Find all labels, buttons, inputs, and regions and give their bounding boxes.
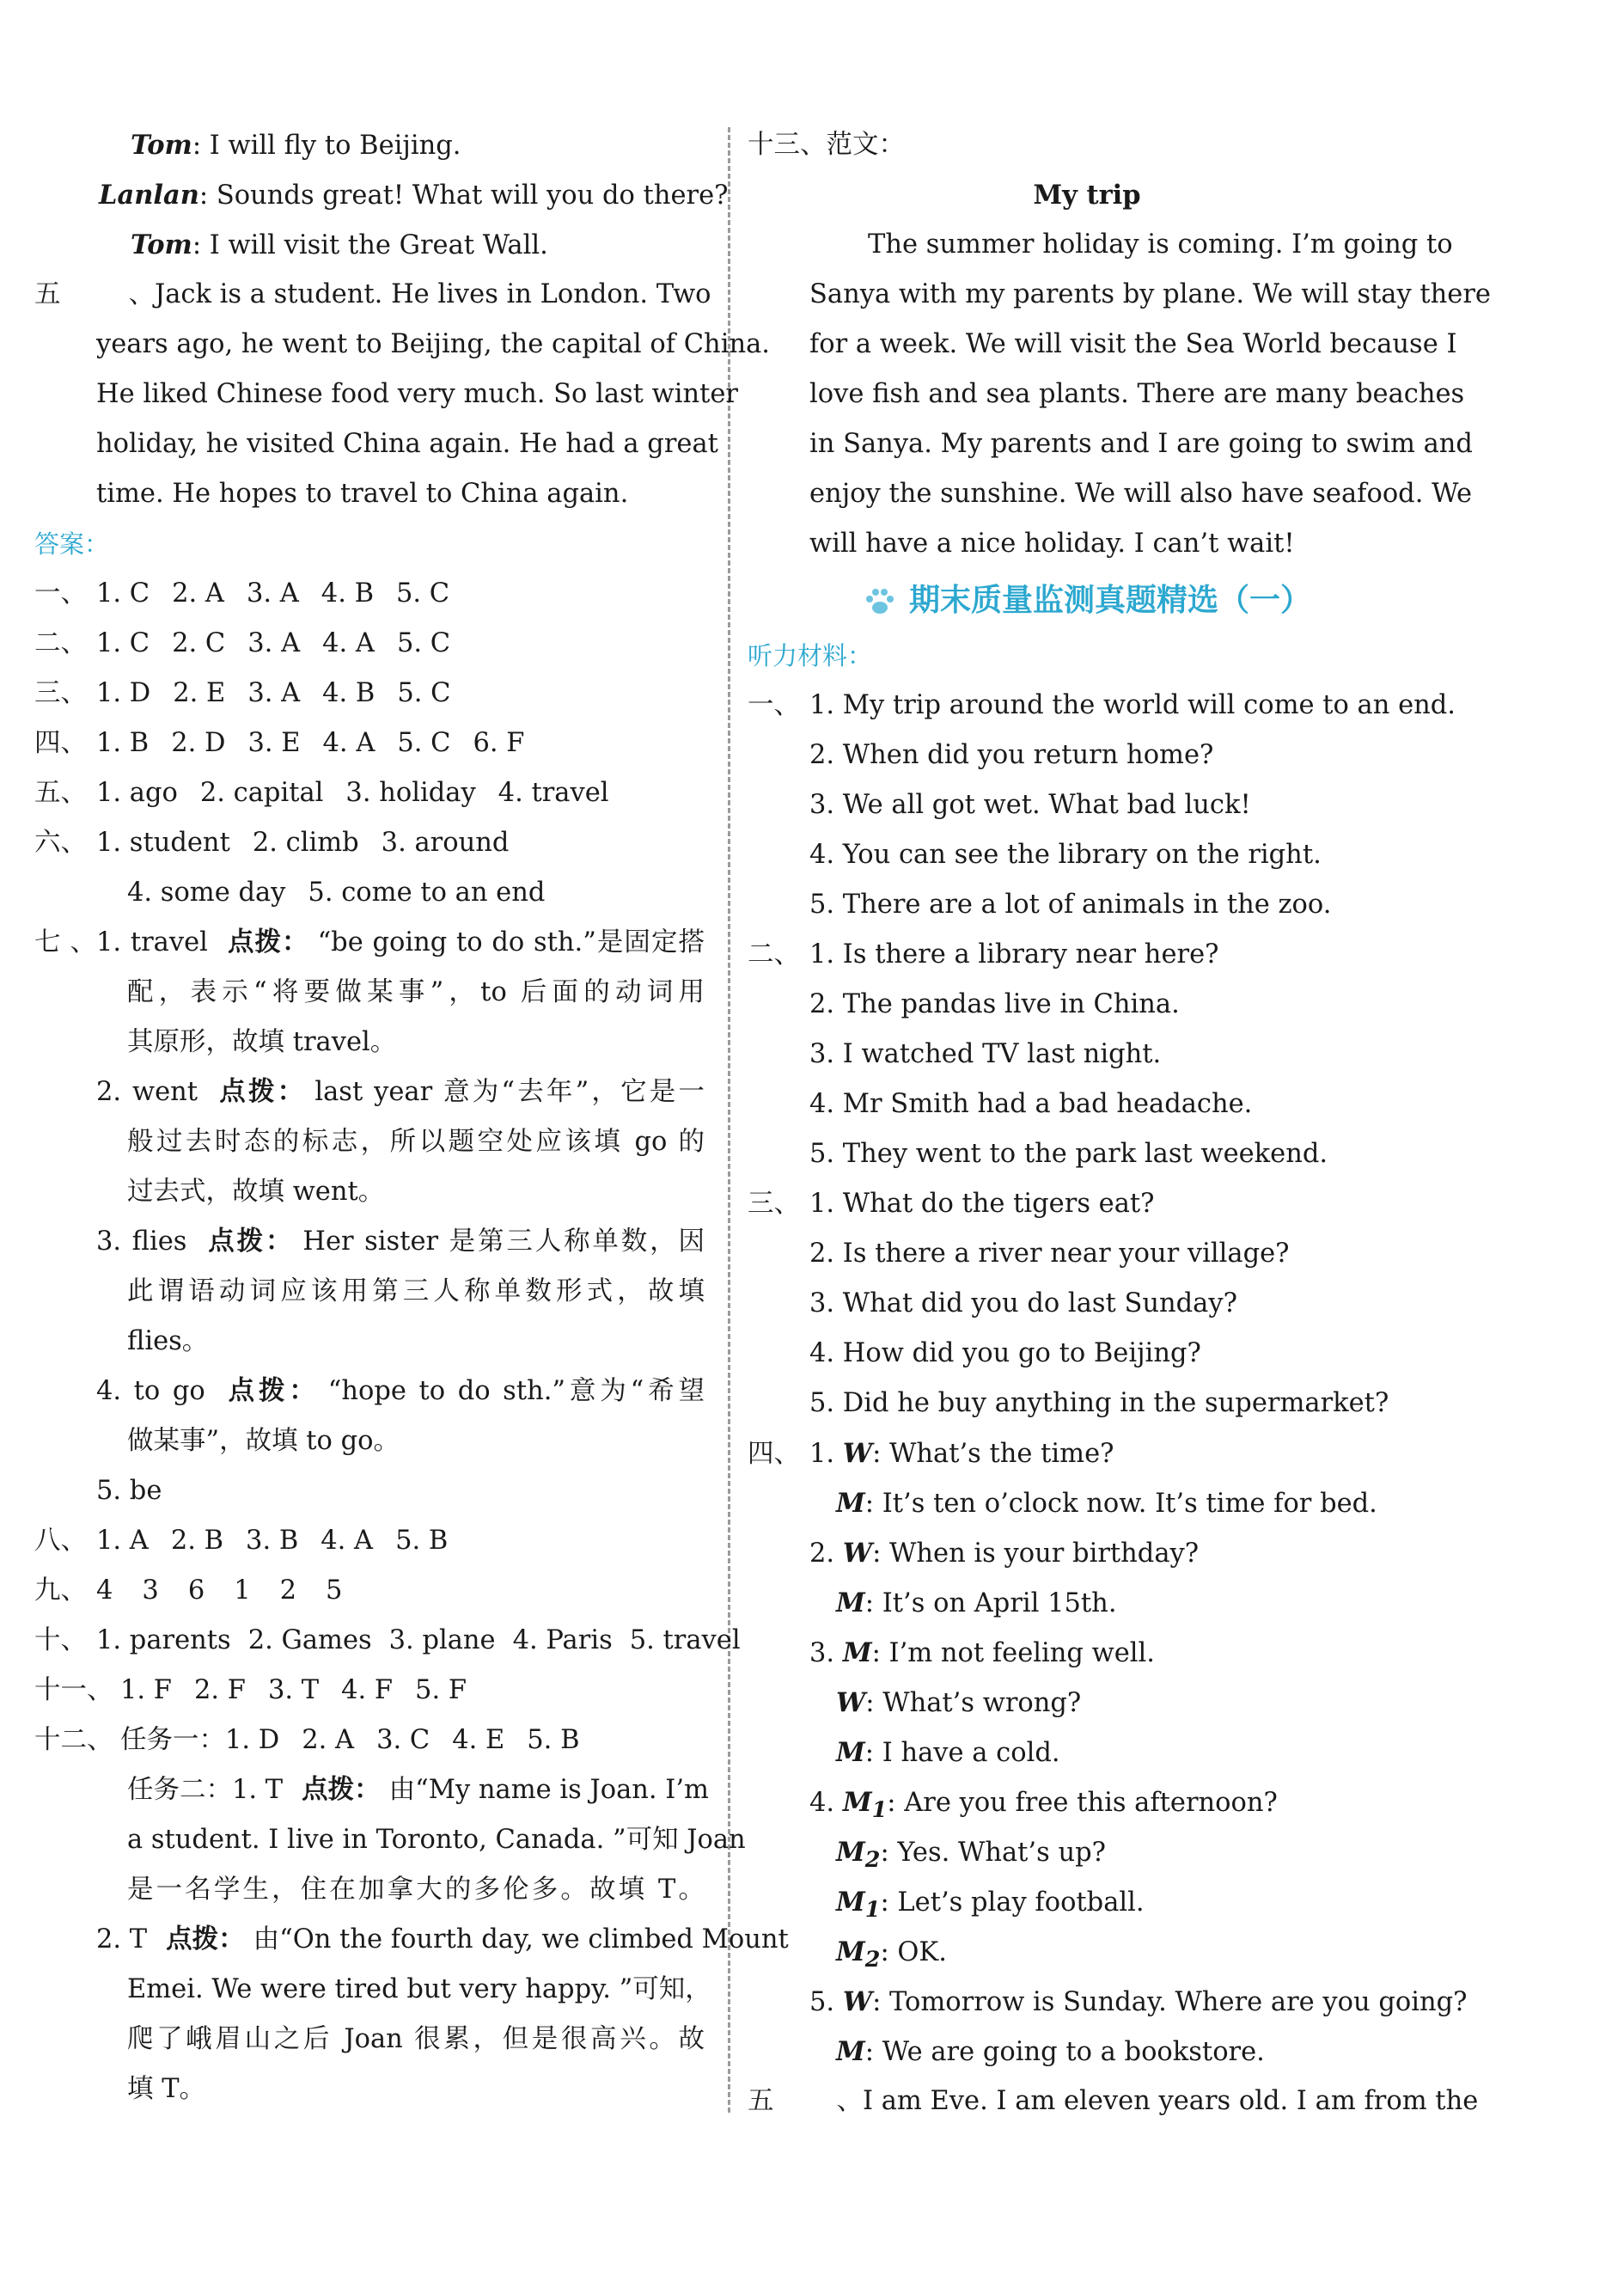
explain-line: 配，表示“将要做某事”，to 后面的动词用 [127,977,705,1007]
list-item: 二、 1. Is there a library near here? [748,939,1219,970]
essay-line: Sanya with my parents by plane. We will stay there [809,279,1491,309]
dialog-line: Tom: I will fly to Beijing. [131,130,461,161]
list-item: 2. The pandas live in China. [809,989,1180,1019]
passage-line: 五、Jack is a student. He lives in London. Two [34,270,705,320]
list-item: 4. Mr Smith had a bad headache. [809,1089,1253,1119]
answer-row: 4. to go 点拨： “hope to do sth.”意为“希望 [96,1376,705,1406]
explain-line: 爬了峨眉山之后 Joan 很累，但是很高兴。故 [127,2024,705,2054]
list-item: 三、 1. What do the tigers eat? [748,1189,1155,1219]
passage-line: 五、I am Eve. I am eleven years old. I am from the [748,2086,1479,2116]
explain-line: flies。 [127,1326,209,1356]
list-item: 4. How did you go to Beijing? [809,1338,1201,1368]
essay-line: love fish and sea plants. There are many beaches [809,379,1465,409]
answers-heading: 答案： [34,529,110,559]
dialog-line: 5. W: Tomorrow is Sunday. Where are you going? [809,1986,1468,2017]
list-item: 2. Is there a river near your village? [809,1239,1290,1269]
explain-line: 般过去时态的标志，所以题空处应该填 go 的 [127,1127,705,1157]
essay-line: will have a nice holiday. I can’t wait! [809,529,1295,559]
answer-row: 四、 1. B 2. D 3. E 4. A 5. C 6. F [34,728,525,758]
list-item: 5. Did he buy anything in the supermarket? [809,1388,1389,1418]
answer-row: 3. flies 点拨： Her sister 是第三人称单数，因 [96,1227,705,1257]
list-item: 2. When did you return home? [809,740,1214,770]
explain-line: 做某事”，故填 to go。 [127,1426,400,1456]
essay-line: enjoy the sunshine. We will also have seafood. We [809,479,1473,509]
section-label: 十三、范文： [748,130,905,160]
list-item: 4. You can see the library on the right. [809,840,1322,870]
essay-line: in Sanya. My parents and I are going to swim and [809,429,1473,459]
explain-line: a student. I live in Toronto, Canada. ”可知 Joan [127,1825,746,1855]
passage-line: years ago, he went to Beijing, the capital of China. [96,329,770,359]
dialog-line: W: What’s wrong? [836,1687,1082,1718]
left-column [34,120,789,2114]
dialog-line: $M_1$: Let’s play football. [836,1887,1145,1923]
explain-line: 过去式，故填 went。 [127,1177,385,1207]
answer-row: 八、 1. A 2. B 3. B 4. A 5. B [34,1526,449,1556]
answer-row: 五、 1. ago 2. capital 3. holiday 4. travel [34,778,609,808]
dialog-line: Lanlan: Sounds great! What will you do there? [99,180,729,211]
explain-line: 此谓语动词应该用第三人称单数形式，故填 [127,1276,705,1306]
dialog-line: Tom: I will visit the Great Wall. [131,229,548,260]
explain-line: Emei. We were tired but very happy. ”可知， [127,1974,711,2004]
right-column [748,120,1491,2126]
list-item: 5. There are a lot of animals in the zoo. [809,890,1332,920]
essay-line: for a week. We will visit the Sea World because I [809,329,1457,359]
answer-row: 2. went 点拨： last year 意为“去年”，它是一 [96,1077,705,1107]
answer-row: 六、 1. student 2. climb 3. around [34,828,510,858]
essay-title: My trip [1033,180,1141,211]
passage-line: holiday, he visited China again. He had a great [96,429,718,459]
answer-row: 七、1. travel 点拨： “be going to do sth.”是固定搭 [34,927,705,957]
answer-row: 4. some day 5. come to an end [127,878,546,908]
passage-line: He liked Chinese food very much. So last winter [96,379,739,409]
paw-icon [863,584,897,619]
dialog-line: M: I have a cold. [836,1737,1060,1768]
listening-heading: 听力材料： [748,641,873,670]
dialog-line: 3. M: I’m not feeling well. [809,1637,1155,1668]
explain-line: 其原形，故填 travel。 [127,1027,397,1057]
answer-row: 5. be [96,1476,162,1506]
dialog-line: 四、 1. W: What’s the time? [748,1438,1114,1469]
section-banner [748,571,1426,631]
dialog-line: M: We are going to a bookstore. [836,2036,1265,2067]
explain-line: 填 T。 [127,2074,206,2104]
list-item: 3. I watched TV last night. [809,1039,1162,1069]
dialog-line: M: It’s on April 15th. [836,1587,1117,1618]
banner-title: 期末质量监测真题精选（一） [908,583,1311,618]
list-item: 3. We all got wet. What bad luck! [809,790,1251,820]
list-item: 5. They went to the park last weekend. [809,1139,1328,1169]
explain-line: 是一名学生，住在加拿大的多伦多。故填 T。 [127,1875,705,1905]
passage-line: time. He hopes to travel to China again. [96,479,629,509]
dialog-line: 2. W: When is your birthday? [809,1538,1200,1569]
answer-row: 九、 4 3 6 1 2 5 [34,1575,343,1606]
essay-line: The summer holiday is coming. I’m going to [868,229,1453,260]
answer-row: 二、 1. C 2. C 3. A 4. A 5. C [34,628,451,658]
section-label: 五、 [34,279,155,309]
answer-row: 十一、 1. F 2. F 3. T 4. F 5. F [34,1675,467,1705]
dialog-line: $M_2$: Yes. What’s up? [836,1837,1106,1873]
answer-row: 2. T 点拨： 由“On the fourth day, we climbed Mount [96,1924,789,1954]
answer-row: 一、 1. C 2. A 3. A 4. B 5. C [34,578,450,609]
list-item: 3. What did you do last Sunday? [809,1288,1237,1318]
answer-row: 十二、 任务一：1. D 2. A 3. C 4. E 5. B [34,1725,580,1755]
dialog-line: 4. $M_1$: Are you free this afternoon? [809,1787,1278,1823]
answer-row: 十、 1. parents 2. Games 3. plane 4. Paris 5. travel [34,1625,741,1655]
answer-row: 三、 1. D 2. E 3. A 4. B 5. C [34,678,451,708]
list-item: 一、 1. My trip around the world will come to an end. [748,690,1456,720]
dialog-line: $M_2$: OK. [836,1936,947,1973]
answer-row: 任务二：1. T 点拨： 由“My name is Joan. I’m [127,1775,709,1805]
dialog-line: M: It’s ten o’clock now. It’s time for bed. [836,1488,1377,1519]
